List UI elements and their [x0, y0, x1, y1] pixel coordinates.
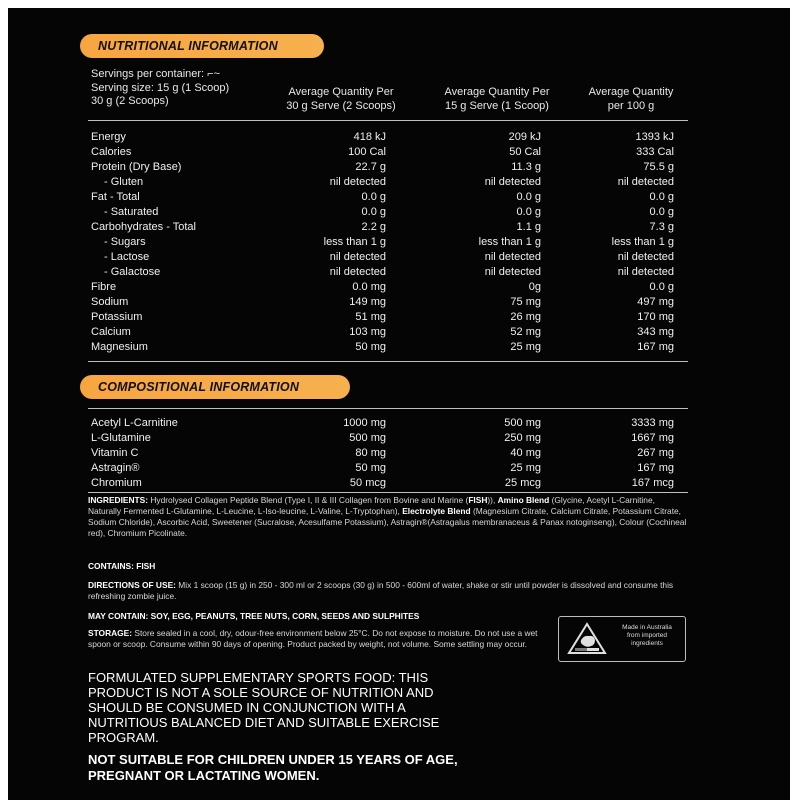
- contains-text: CONTAINS: FISH: [88, 561, 156, 571]
- supplementary-food-statement: FORMULATED SUPPLEMENTARY SPORTS FOOD: THIS PRODUCT IS NOT A SOLE SOURCE OF NUTRITION AND SHOULD BE CONSUMED IN CONJUNCTION WITH A NUTRITIOUS BALANCED DIET AND SUITABLE EXERCISE PROGRAM.: [88, 670, 440, 745]
- divider: [88, 361, 688, 362]
- row-label: Calcium: [91, 326, 131, 338]
- row-value: 170 mg: [637, 311, 674, 323]
- row-label: - Saturated: [104, 206, 159, 218]
- table-row: [91, 190, 686, 205]
- row-value: less than 1 g: [611, 236, 674, 248]
- column-header-line: 15 g Serve (1 Scoop): [445, 99, 549, 112]
- row-value: 1393 kJ: [635, 131, 674, 143]
- column-header-line: Average Quantity Per: [288, 86, 394, 98]
- row-value: 0.0 g: [361, 191, 386, 203]
- row-label: Acetyl L-Carnitine: [91, 417, 178, 429]
- row-value: 167 mcg: [631, 477, 674, 489]
- table-row: [91, 461, 686, 476]
- row-value: nil detected: [329, 266, 386, 278]
- row-value: nil detected: [617, 266, 674, 278]
- ingredients-part: (Magnesium Citrate, Calcium Citrate, Potassium Citrate, Sodium Chloride), Ascorbic Acid, Sweetener (Sucralose, Acesulfame Potassium), Astragin®(Astragalus membranaceus & Panax notoginseng), Colour (Cochineal red), Chromium Picolinate.: [88, 506, 687, 538]
- australia-made-triangle-icon: [567, 622, 607, 656]
- amino-blend-label: Amino Blend: [497, 495, 550, 505]
- row-value: 1.1 g: [516, 221, 541, 233]
- row-value: 80 mg: [355, 447, 386, 459]
- row-value: 7.3 g: [649, 221, 674, 233]
- row-value: 500 mg: [349, 432, 386, 444]
- row-value: 3333 mg: [631, 417, 674, 429]
- row-value: 25 mcg: [504, 477, 541, 489]
- table-row: [91, 130, 686, 145]
- table-row: [91, 295, 686, 310]
- row-value: 25 mg: [510, 341, 541, 353]
- storage-instructions: [88, 628, 548, 650]
- row-value: 75.5 g: [643, 161, 674, 173]
- table-row: [91, 446, 686, 461]
- ingredients-part: )),: [487, 495, 498, 505]
- table-row: [91, 175, 686, 190]
- row-value: 25 mg: [510, 462, 541, 474]
- row-value: 52 mg: [510, 326, 541, 338]
- table-row: [91, 310, 686, 325]
- column-header-line: per 100 g: [607, 99, 655, 112]
- table-row: [91, 340, 686, 355]
- row-label: Vitamin C: [91, 447, 139, 459]
- badge-line: from imported: [626, 632, 668, 639]
- row-value: 343 mg: [637, 326, 674, 338]
- row-label: - Sugars: [104, 236, 146, 248]
- row-label: Magnesium: [91, 341, 148, 353]
- column-header-line: Average Quantity: [588, 86, 674, 98]
- may-contain-text: MAY CONTAIN: SOY, EGG, PEANUTS, TREE NUTS, CORN, SEEDS AND SULPHITES: [88, 611, 420, 621]
- row-value: 149 mg: [349, 296, 386, 308]
- badge-line: ingredients: [631, 640, 663, 647]
- serving-size: Serving size: 15 g (1 Scoop): [91, 81, 230, 94]
- suitability-warning: NOT SUITABLE FOR CHILDREN UNDER 15 YEARS OF AGE, PREGNANT OR LACTATING WOMEN.: [88, 752, 458, 783]
- row-label: Calories: [91, 146, 132, 158]
- table-row: [91, 280, 686, 295]
- row-value: 22.7 g: [355, 161, 386, 173]
- compositional-information-heading: COMPOSITIONAL INFORMATION: [80, 375, 350, 399]
- row-label: Chromium: [91, 477, 142, 489]
- electrolyte-blend-label: Electrolyte Blend: [402, 506, 471, 516]
- column-header-30g: [268, 86, 414, 113]
- table-row: [91, 476, 686, 491]
- row-value: 40 mg: [510, 447, 541, 459]
- row-label: Energy: [91, 131, 126, 143]
- row-value: 1000 mg: [343, 417, 386, 429]
- table-row: [91, 250, 686, 265]
- column-header-line: 30 g Serve (2 Scoops): [286, 99, 396, 112]
- row-value: 2.2 g: [361, 221, 386, 233]
- row-label: Fibre: [91, 281, 117, 293]
- row-value: nil detected: [329, 176, 386, 188]
- row-value: 50 mg: [355, 341, 386, 353]
- storage-text: Store sealed in a cool, dry, odour-free environment below 25°C. Do not expose to moisture. Do not use a wet spoon or scoop. Consume within 90 days of opening. Product packed by weight, not volume. Some settling may occur.: [88, 628, 538, 649]
- row-value: 0.0 g: [649, 281, 674, 293]
- row-value: 0.0 g: [516, 191, 541, 203]
- table-row: [91, 235, 686, 250]
- column-header-line: Average Quantity Per: [444, 86, 550, 98]
- row-value: 250 mg: [504, 432, 541, 444]
- row-value: 167 mg: [637, 462, 674, 474]
- nutritional-information-heading: NUTRITIONAL INFORMATION: [80, 34, 324, 58]
- divider: [88, 120, 688, 121]
- row-label: Protein (Dry Base): [91, 161, 182, 173]
- divider: [88, 408, 688, 409]
- row-value: less than 1 g: [478, 236, 541, 248]
- row-value: less than 1 g: [323, 236, 386, 248]
- row-value: 333 Cal: [636, 146, 674, 158]
- ingredients-text: [88, 495, 688, 539]
- row-value: 0.0 g: [649, 191, 674, 203]
- row-value: 0.0 g: [516, 206, 541, 218]
- row-value: 11.3 g: [511, 161, 541, 173]
- row-value: 50 mcg: [349, 477, 386, 489]
- badge-text: [611, 624, 683, 648]
- row-label: L-Glutamine: [91, 432, 151, 444]
- directions-of-use: [88, 580, 688, 602]
- row-label: Potassium: [91, 311, 143, 323]
- table-row: [91, 265, 686, 280]
- row-value: 50 Cal: [509, 146, 541, 158]
- row-value: 0.0 mg: [352, 281, 386, 293]
- table-row: [91, 431, 686, 446]
- row-value: 26 mg: [510, 311, 541, 323]
- table-row: [91, 160, 686, 175]
- table-row: [91, 145, 686, 160]
- table-row: [91, 205, 686, 220]
- row-value: nil detected: [484, 266, 541, 278]
- table-row: [91, 416, 686, 431]
- storage-label: STORAGE:: [88, 628, 133, 638]
- row-value: nil detected: [617, 251, 674, 263]
- directions-text: Mix 1 scoop (15 g) in 250 - 300 ml or 2 scoops (30 g) in 500 - 600ml of water, shake or stir until powder is dissolved and consume this refreshing zombie juice.: [88, 580, 674, 601]
- table-row: [91, 220, 686, 235]
- row-label: - Lactose: [104, 251, 150, 263]
- servings-info: [91, 68, 229, 109]
- row-value: 103 mg: [349, 326, 386, 338]
- row-value: nil detected: [484, 176, 541, 188]
- ingredients-part: (Glycine, Acetyl L-Carnitine, Naturally Fermented L-Glutamine, L-Leucine, L-Iso-leucine, L-Valine, L-Tryptophan),: [88, 495, 655, 516]
- badge-line: Made in Australia: [622, 624, 672, 631]
- contains-statement: [88, 561, 688, 572]
- row-value: nil detected: [329, 251, 386, 263]
- row-value: 100 Cal: [348, 146, 386, 158]
- row-value: 1667 mg: [631, 432, 674, 444]
- ingredients-part: Hydrolysed Collagen Peptide Blend (Type I, II & III Collagen from Bovine and Marine (: [148, 495, 469, 505]
- row-value: 500 mg: [504, 417, 541, 429]
- row-value: 0.0 g: [361, 206, 386, 218]
- row-value: 497 mg: [637, 296, 674, 308]
- made-in-australia-badge: [558, 616, 686, 662]
- row-value: 0.0 g: [649, 206, 674, 218]
- row-value: 51 mg: [355, 311, 386, 323]
- serving-size-alt: 30 g (2 Scoops): [91, 95, 169, 107]
- table-row: [91, 325, 686, 340]
- row-label: - Galactose: [104, 266, 161, 278]
- row-value: 167 mg: [637, 341, 674, 353]
- row-label: Astragin®: [91, 462, 140, 474]
- row-value: nil detected: [484, 251, 541, 263]
- column-header-15g: [423, 86, 571, 113]
- row-value: nil detected: [617, 176, 674, 188]
- ingredients-label: INGREDIENTS:: [88, 495, 149, 505]
- row-value: 50 mg: [355, 462, 386, 474]
- row-value: 209 kJ: [508, 131, 541, 143]
- divider: [88, 492, 688, 493]
- row-label: Carbohydrates - Total: [91, 221, 196, 233]
- compositional-table: [91, 416, 686, 491]
- row-value: 418 kJ: [353, 131, 386, 143]
- nutrition-table: [91, 130, 686, 355]
- row-label: Sodium: [91, 296, 129, 308]
- column-header-100g: [568, 86, 694, 113]
- row-value: 75 mg: [510, 296, 541, 308]
- directions-label: DIRECTIONS OF USE:: [88, 580, 176, 590]
- row-value: 0g: [528, 281, 541, 293]
- servings-per-container: Servings per container: ⌐~: [91, 68, 221, 80]
- row-label: - Gluten: [104, 176, 144, 188]
- allergen-fish: FISH: [468, 495, 488, 505]
- row-label: Fat - Total: [91, 191, 140, 203]
- row-value: 267 mg: [637, 447, 674, 459]
